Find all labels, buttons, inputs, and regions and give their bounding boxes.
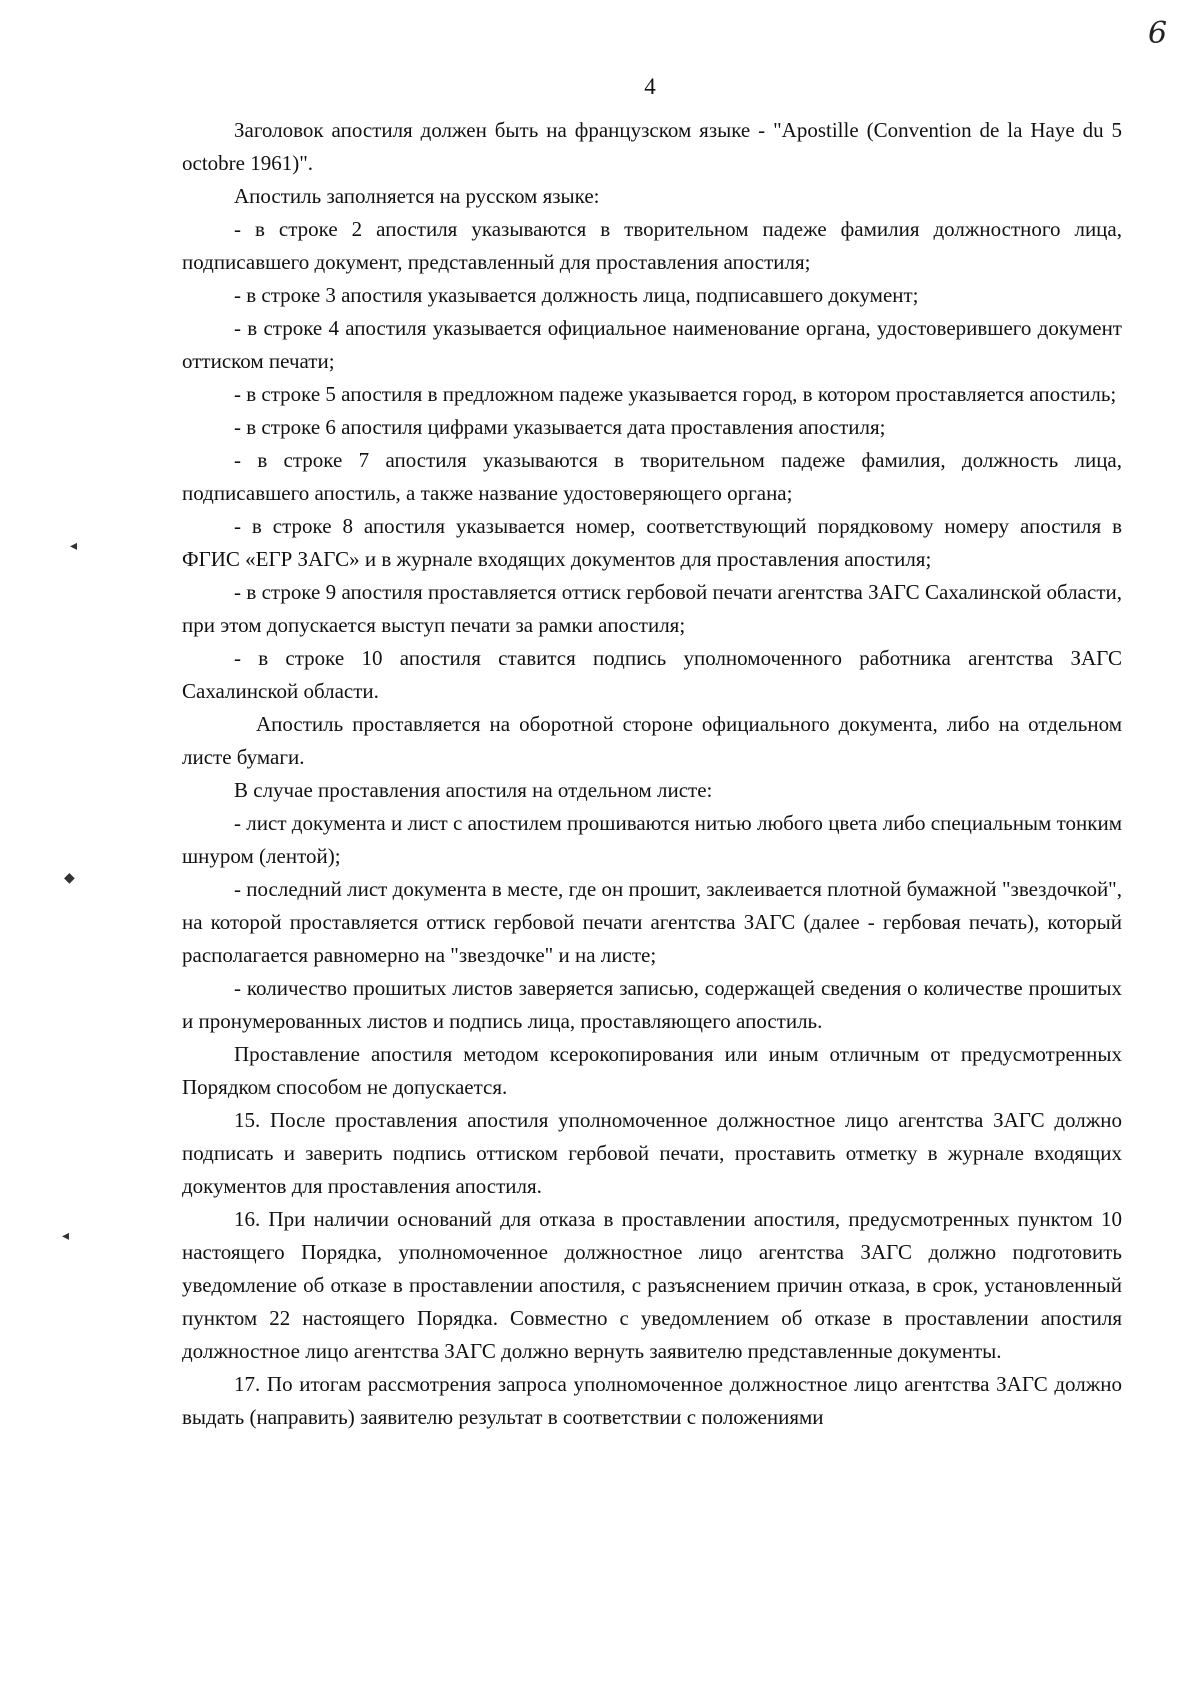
paragraph: - в строке 10 апостиля ставится подпись уполномоченного работника агентства ЗАГС Сахалинской области. — [182, 646, 1122, 703]
paragraph: - лист документа и лист с апостилем прошиваются нитью любого цвета либо специальным тонким шнуром (лентой); — [182, 811, 1122, 868]
scan-mark: ◆ — [64, 871, 75, 886]
document-body — [182, 114, 1122, 1434]
paragraph: - в строке 7 апостиля указываются в творительном падеже фамилия, должность лица, подписавшего апостиль, а также название удостоверяющего органа; — [182, 448, 1122, 505]
paragraph: Проставление апостиля методом ксерокопирования или иным отличным от предусмотренных Порядком способом не допускается. — [182, 1042, 1122, 1099]
paragraph: - в строке 2 апостиля указываются в творительном падеже фамилия должностного лица, подписавшего документ, представленный для проставления апостиля; — [182, 217, 1122, 274]
paragraph: - в строке 8 апостиля указывается номер, соответствующий порядковому номеру апостиля в ФГИС «ЕГР ЗАГС» и в журнале входящих документов для проставления апостиля; — [182, 514, 1122, 571]
page-number: 4 — [644, 74, 656, 99]
paragraph: 16. При наличии оснований для отказа в проставлении апостиля, предусмотренных пунктом 10 настоящего Порядка, уполномоченное должностное лицо агентства ЗАГС должно подготовить уведомление об отказе в проставлении апостиля, с разъяснением причин отказа, в срок, установленный пунктом 22 настоящего Порядка. Совместно с уведомлением об отказе в проставлении апостиля должностное лицо агентства ЗАГС должно вернуть заявителю представленные документы. — [182, 1207, 1122, 1363]
scan-mark: ◂ — [62, 1229, 70, 1244]
paragraph: - в строке 9 апостиля проставляется оттиск гербовой печати агентства ЗАГС Сахалинской области, при этом допускается выступ печати за рамки апостиля; — [182, 580, 1122, 637]
paragraph: 17. По итогам рассмотрения запроса уполномоченное должностное лицо агентства ЗАГС должно выдать (направить) заявителю результат в соответствии с положениями — [182, 1372, 1122, 1429]
paragraph: - количество прошитых листов заверяется записью, содержащей сведения о количестве прошитых и пронумерованных листов и подпись лица, проставляющего апостиль. — [182, 976, 1122, 1033]
paragraph: 15. После проставления апостиля уполномоченное должностное лицо агентства ЗАГС должно подписать и заверить подпись оттиском гербовой печати, проставить отметку в журнале входящих документов для проставления апостиля. — [182, 1108, 1122, 1198]
paragraph: - в строке 5 апостиля в предложном падеже указывается город, в котором проставляется апостиль; — [234, 382, 1117, 406]
paragraph: - последний лист документа в месте, где он прошит, заклеивается плотной бумажной "звездочкой", на которой проставляется оттиск гербовой печати агентства ЗАГС (далее - гербовая печать), который располагается равномерно на "звездочке" и на листе; — [182, 877, 1122, 967]
paragraph: Заголовок апостиля должен быть на французском языке - "Apostille (Convention de la Haye du 5 octobre 1961)". — [182, 118, 1122, 175]
paragraph: В случае проставления апостиля на отдельном листе: — [234, 778, 713, 802]
paragraph: - в строке 3 апостиля указывается должность лица, подписавшего документ; — [234, 283, 919, 307]
paragraph: - в строке 6 апостиля цифрами указывается дата проставления апостиля; — [234, 415, 886, 439]
paragraph: Апостиль проставляется на оборотной стороне официального документа, либо на отдельном листе бумаги. — [182, 712, 1122, 769]
paragraph: - в строке 4 апостиля указывается официальное наименование органа, удостоверившего документ оттиском печати; — [182, 316, 1122, 373]
scan-mark: ◂ — [70, 539, 78, 554]
paragraph: Апостиль заполняется на русском языке: — [234, 184, 600, 208]
handwritten-page-number: 6 — [1148, 16, 1168, 51]
